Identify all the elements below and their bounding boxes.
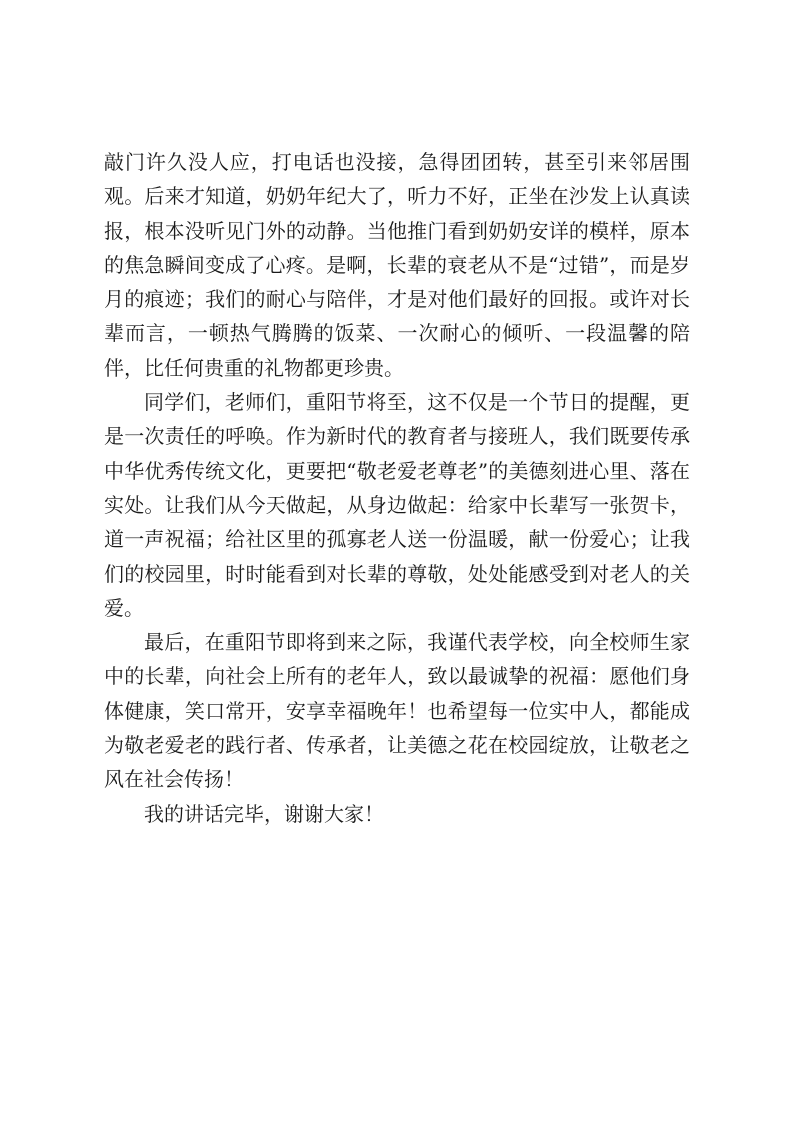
paragraph-closing-wishes: 最后，在重阳节即将到来之际，我谨代表学校，向全校师生家中的长辈，向社会上所有的老年人，致以最诚挚的祝福：愿他们身体健康，笑口常开，安享幸福晚年！也希望每一位实中人，都能成为敬老爱老的践行者、传承者，让美德之花在校园绽放，让敬老之风在社会传扬！ bbox=[104, 630, 690, 792]
paragraph-continuation: 敲门许久没人应，打电话也没接，急得团团转，甚至引来邻居围观。后来才知道，奶奶年纪大了，听力不好，正坐在沙发上认真读报，根本没听见门外的动静。当他推门看到奶奶安详的模样，原本的焦急瞬间变成了心疼。是啊，长辈的衰老从不是“过错”，而是岁月的痕迹；我们的耐心与陪伴，才是对他们最好的回报。或许对长辈而言，一顿热气腾腾的饭菜、一次耐心的倾听、一段温馨的陪伴，比任何贵重的礼物都更珍贵。 bbox=[104, 150, 690, 380]
speech-text-body bbox=[104, 145, 690, 831]
paragraph-call-to-action: 同学们，老师们，重阳节将至，这不仅是一个节日的提醒，更是一次责任的呼唤。作为新时代的教育者与接班人，我们既要传承中华优秀传统文化，更要把“敬老爱老尊老”的美德刻进心里、落在实处。让我们从今天做起，从身边做起：给家中长辈写一张贺卡，道一声祝福；给社区里的孤寡老人送一份温暖，献一份爱心；让我们的校园里，时时能看到对长辈的尊敬，处处能感受到对老人的关爱。 bbox=[104, 390, 690, 620]
paragraph-sign-off: 我的讲话完毕，谢谢大家！ bbox=[144, 801, 384, 826]
